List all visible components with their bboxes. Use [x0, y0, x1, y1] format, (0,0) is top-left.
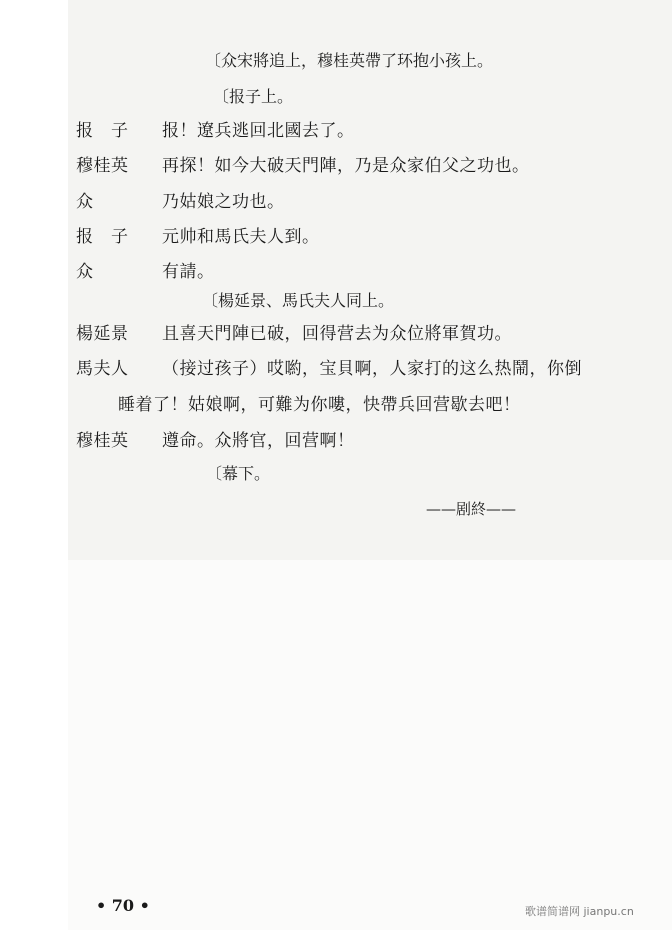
dialogue-line — [76, 358, 582, 380]
speaker-name: 众 — [76, 262, 94, 282]
stage-direction-2: 〔报子上。 — [213, 87, 294, 106]
dialogue-text: 报！遼兵逃回北國去了。 — [162, 121, 355, 141]
dialogue-text: 遵命。众將官，回营啊！ — [162, 431, 355, 451]
speaker-name: 穆桂英 — [76, 156, 129, 176]
dialogue-text: 再探！如今大破天門陣，乃是众家伯父之功也。 — [162, 156, 530, 176]
speaker-name: 报 子 — [76, 227, 129, 247]
dialogue-line — [76, 323, 512, 345]
page-background-lower — [68, 560, 672, 930]
dialogue-line — [76, 191, 285, 213]
dialogue-line — [76, 261, 215, 283]
dialogue-line — [76, 226, 320, 248]
speaker-name: 众 — [76, 192, 94, 212]
stage-direction-3: 〔楊延景、馬氏夫人同上。 — [202, 291, 395, 310]
dialogue-line — [76, 120, 355, 142]
dialogue-line — [76, 430, 355, 452]
stage-direction-4: 〔幕下。 — [206, 464, 271, 483]
speaker-name: 馬夫人 — [76, 359, 129, 379]
speaker-name: 报 子 — [76, 121, 129, 141]
dialogue-text: 乃姑娘之功也。 — [162, 192, 285, 212]
speaker-name: 楊延景 — [76, 324, 129, 344]
dialogue-text: （接过孩子）哎喲，宝貝啊，人家打的这么热鬧，你倒 — [162, 359, 582, 379]
page-number: • 70 • — [96, 896, 150, 915]
dialogue-text: 有請。 — [162, 262, 215, 282]
dialogue-text: 元帅和馬氏夫人到。 — [162, 227, 320, 247]
speaker-name: 穆桂英 — [76, 431, 129, 451]
dialogue-continuation: 睡着了！姑娘啊，可難为你嘍，快帶兵回营歇去吧！ — [118, 395, 521, 415]
dialogue-text: 且喜天門陣已破，回得营去为众位將軍賀功。 — [162, 324, 512, 344]
dialogue-line — [76, 155, 530, 177]
stage-direction-1: 〔众宋將追上，穆桂英帶了环抱小孩上。 — [205, 51, 494, 70]
ending-mark: ——剧終—— — [426, 500, 517, 518]
watermark: 歌谱简谱网 jianpu.cn — [525, 905, 634, 918]
